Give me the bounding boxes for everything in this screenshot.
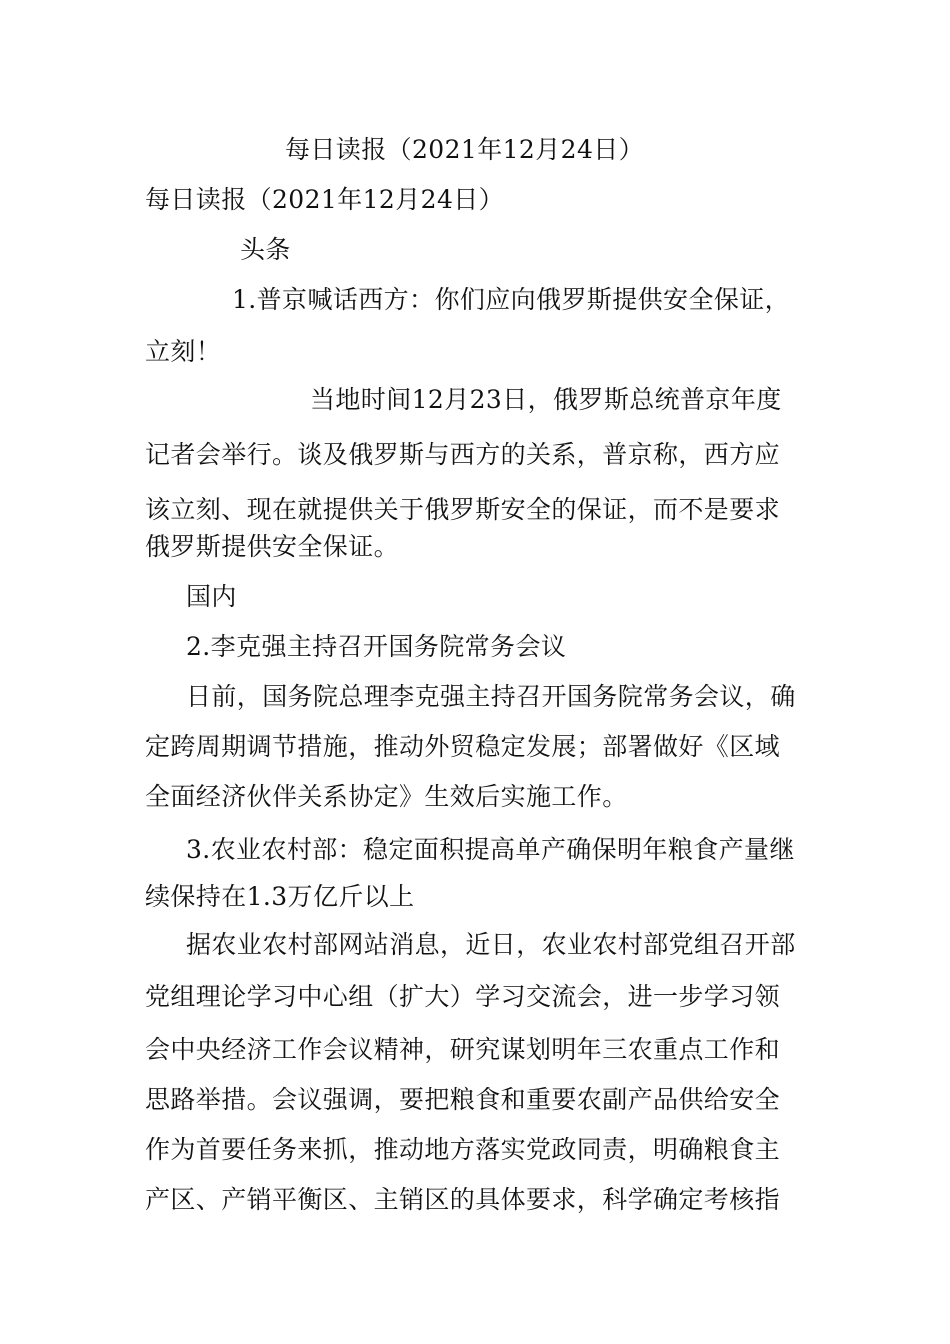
item3-title-cont: 续保持在1.3万亿斤以上 [145,882,415,911]
item2-body-line: 全面经济伙伴关系协定》生效后实施工作。 [145,782,628,811]
item3-title: 3.农业农村部：稳定面积提高单产确保明年粮食产量继 [186,835,795,864]
item2-body-line: 定跨周期调节措施，推动外贸稳定发展；部署做好《区域 [145,732,781,761]
item2-title: 2.李克强主持召开国务院常务会议 [186,632,567,661]
item3-body-line: 党组理论学习中心组（扩大）学习交流会，进一步学习领 [145,982,781,1011]
item1-body-line: 俄罗斯提供安全保证。 [145,532,400,561]
item1-body-line: 当地时间12月23日，俄罗斯总统普京年度 [310,385,782,414]
item1-title: 1.普京喊话西方：你们应向俄罗斯提供安全保证， [232,285,791,314]
item1-title-cont: 立刻！ [145,337,222,366]
item2-body-line: 日前，国务院总理李克强主持召开国务院常务会议，确 [186,682,796,711]
item1-body-line: 记者会举行。谈及俄罗斯与西方的关系，普京称，西方应 [145,440,781,469]
document-title: 每日读报（2021年12月24日） [285,135,645,164]
item3-body-line: 思路举措。会议强调，要把粮食和重要农副产品供给安全 [145,1085,781,1114]
item3-body-line: 据农业农村部网站消息，近日，农业农村部党组召开部 [186,930,796,959]
document-subtitle: 每日读报（2021年12月24日） [145,185,505,214]
item1-body-line: 该立刻、现在就提供关于俄罗斯安全的保证，而不是要求 [145,495,781,524]
item3-body-line: 产区、产销平衡区、主销区的具体要求，科学确定考核指 [145,1185,781,1214]
section-heading-headline: 头条 [240,235,291,264]
item3-body-line: 作为首要任务来抓，推动地方落实党政同责，明确粮食主 [145,1135,781,1164]
section-heading-domestic: 国内 [186,582,237,611]
item3-body-line: 会中央经济工作会议精神，研究谋划明年三农重点工作和 [145,1035,781,1064]
